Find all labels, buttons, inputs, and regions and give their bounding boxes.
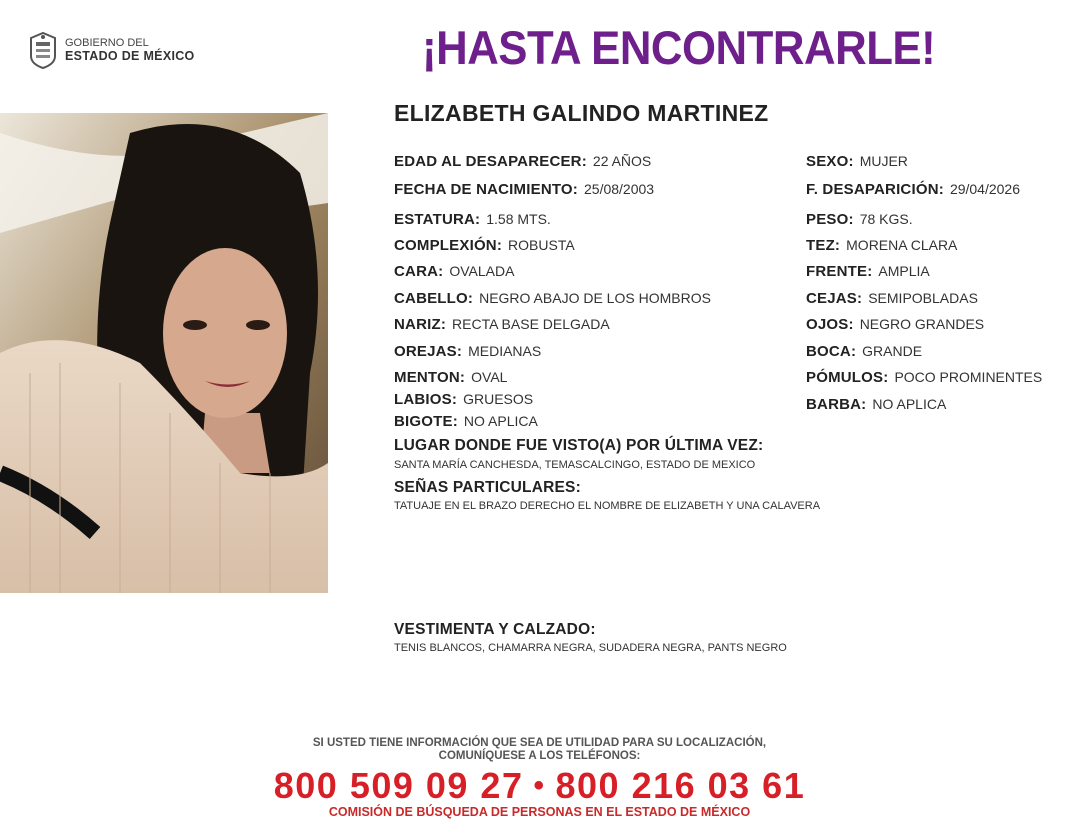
field-mustache: BIGOTE: NO APLICA — [394, 413, 538, 430]
footer-line2: COMUNÍQUESE A LOS TELÉFONOS: — [438, 750, 641, 762]
phone-separator: • — [533, 769, 546, 802]
state-emblem-icon — [27, 30, 59, 70]
field-mouth: BOCA: GRANDE — [806, 343, 923, 360]
field-age: EDAD AL DESAPARECER: 22 AÑOS — [394, 153, 652, 170]
field-nose: NARIZ: RECTA BASE DELGADA — [394, 316, 610, 333]
agency-name: COMISIÓN DE BÚSQUEDA DE PERSONAS EN EL ESTADO DE MÉXICO — [328, 805, 751, 819]
field-cheekbones: PÓMULOS: POCO PROMINENTES — [806, 369, 1043, 386]
logo-text — [65, 37, 195, 63]
person-photo — [0, 113, 328, 593]
field-eyes: OJOS: NEGRO GRANDES — [806, 316, 985, 333]
portrait-illustration — [0, 113, 328, 593]
phone-2[interactable]: 800 216 03 61 — [555, 765, 806, 806]
field-build: COMPLEXIÓN: ROBUSTA — [394, 237, 575, 254]
field-face: CARA: OVALADA — [394, 263, 515, 280]
clothing-text: TENIS BLANCOS, CHAMARRA NEGRA, SUDADERA NEGRA, PANTS NEGRO — [394, 642, 787, 654]
logo-line1: GOBIERNO DEL — [65, 37, 149, 49]
marks-title: SEÑAS PARTICULARES: — [394, 479, 581, 496]
clothing-title: VESTIMENTA Y CALZADO: — [394, 621, 596, 638]
field-hair: CABELLO: NEGRO ABAJO DE LOS HOMBROS — [394, 290, 711, 307]
field-birthdate: FECHA DE NACIMIENTO: 25/08/2003 — [394, 181, 655, 198]
field-height: ESTATURA: 1.58 MTS. — [394, 211, 551, 228]
last-seen-title: LUGAR DONDE FUE VISTO(A) POR ÚLTIMA VEZ: — [394, 437, 764, 454]
field-ears: OREJAS: MEDIANAS — [394, 343, 542, 360]
state-logo — [27, 30, 195, 70]
field-chin: MENTON: OVAL — [394, 369, 508, 386]
footer-line1: SI USTED TIENE INFORMACIÓN QUE SEA DE UTILIDAD PARA SU LOCALIZACIÓN, — [312, 737, 767, 749]
field-beard: BARBA: NO APLICA — [806, 396, 947, 413]
logo-line2: ESTADO DE MÉXICO — [65, 49, 195, 63]
headline: ¡HASTA ENCONTRARLE! — [422, 21, 936, 74]
field-disappearance-date: F. DESAPARICIÓN: 29/04/2026 — [806, 181, 1021, 198]
person-name: ELIZABETH GALINDO MARTINEZ — [394, 100, 769, 126]
field-weight: PESO: 78 KGS. — [806, 211, 913, 228]
marks-text: TATUAJE EN EL BRAZO DERECHO EL NOMBRE DE ELIZABETH Y UNA CALAVERA — [394, 500, 821, 512]
field-eyebrows: CEJAS: SEMIPOBLADAS — [806, 290, 978, 307]
field-forehead: FRENTE: AMPLIA — [806, 263, 930, 280]
field-lips: LABIOS: GRUESOS — [394, 391, 534, 408]
field-complexion: TEZ: MORENA CLARA — [806, 237, 958, 254]
last-seen-text: SANTA MARÍA CANCHESDA, TEMASCALCINGO, ESTADO DE MEXICO — [394, 459, 756, 471]
field-sex: SEXO: MUJER — [806, 153, 908, 170]
phone-numbers — [0, 765, 1079, 807]
phone-1[interactable]: 800 509 09 27 — [273, 765, 524, 806]
